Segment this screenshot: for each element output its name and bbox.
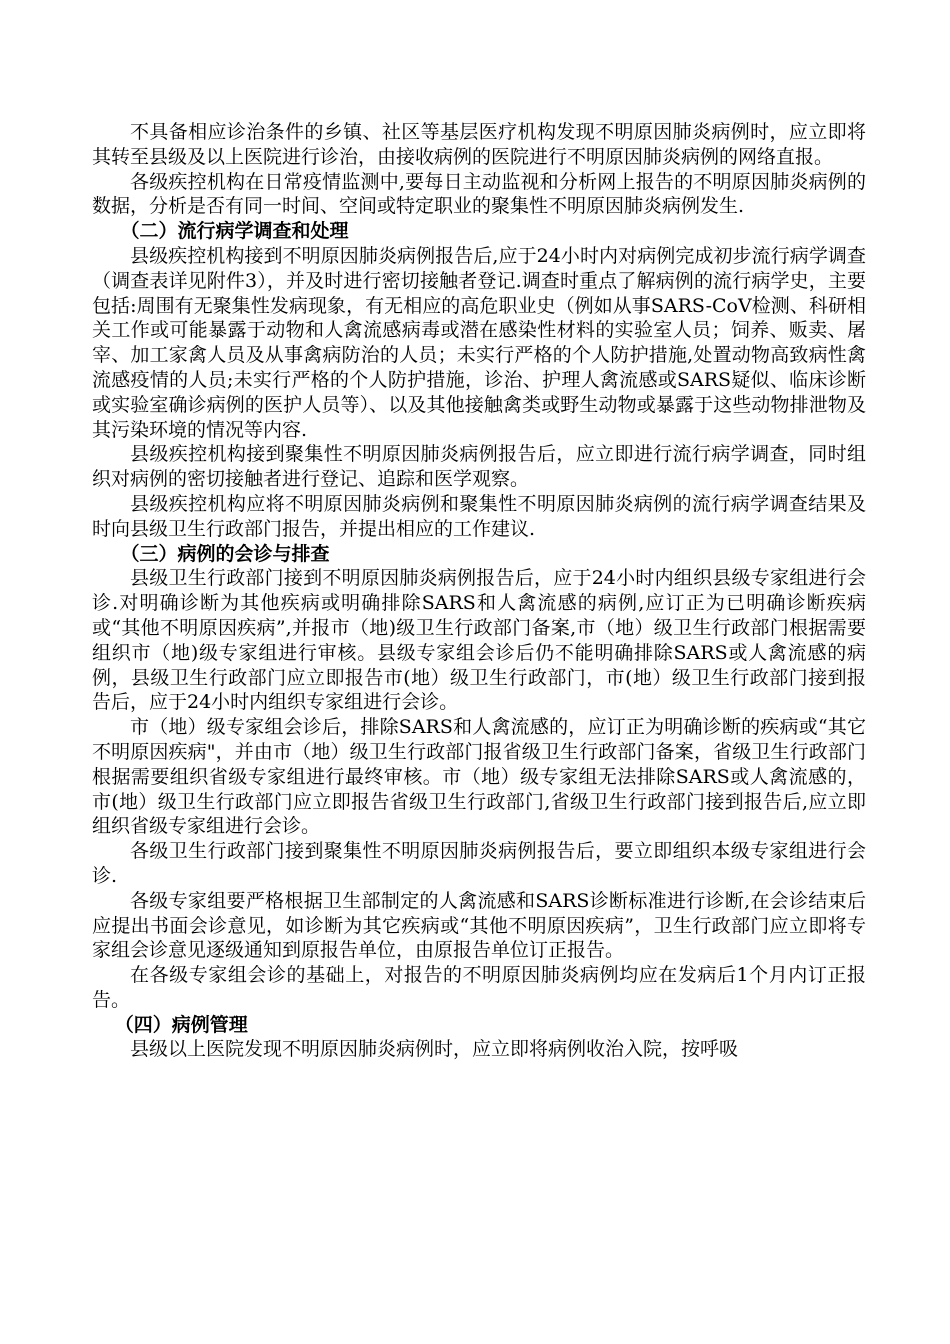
paragraph-cdc-monitoring: 各级疾控机构在日常疫情监测中,要每日主动监视和分析网上报告的不明原因肺炎病例的数据，分析是否有同一时间、空间或特定职业的聚集性不明原因肺炎病例发生. [92,170,866,218]
paragraph-cluster-consultation: 各级卫生行政部门接到聚集性不明原因肺炎病例报告后，要立即组织本级专家组进行会诊. [92,840,866,887]
paragraph-report-results: 县级疾控机构应将不明原因肺炎病例和聚集性不明原因肺炎病例的流行病学调查结果及时向县级卫生行政部门报告，并提出相应的工作建议. [92,492,866,540]
paragraph-diagnosis-standards: 各级专家组要严格根据卫生部制定的人禽流感和SARS诊断标准进行诊断,在会诊结束后应提出书面会诊意见，如诊断为其它疾病或“其他不明原因疾病”，卫生行政部门应立即将专家组会诊意见逐级通知到原报告单位，由原报告单位订正报告。 [92,889,866,962]
section-heading-epidemiology: （二）流行病学调查和处理 [120,220,349,243]
paragraph-county-investigation: 县级疾控机构接到不明原因肺炎病例报告后,应于24小时内对病例完成初步流行病学调查（调查表详见附件3），并及时进行密切接触者登记.调查时重点了解病例的流行病学史，主要包括:周围有无聚集性发病现象，有无相应的高危职业史（例如从事SARS-CoV检测、科研相关工作或可能暴露于动物和人禽流感病毒或潜在感染性材料的实验室人员；饲养、贩卖、屠宰、加工家禽人员及从事禽病防治的人员；未实行严格的个人防护措施,处置动物高致病性禽流感疫情的人员;未实行严格的个人防护措施，诊治、护理人禽流感或SARS疑似、临床诊断或实验室确诊病例的医护人员等）、以及其他接触禽类或野生动物或暴露于这些动物排泄物及其污染环境的情况等内容. [92,244,866,441]
document-page [92,120,866,1062]
paragraph-hospital-admission: 县级以上医院发现不明原因肺炎病例时，应立即将病例收治入院，按呼吸 [130,1038,739,1061]
paragraph-county-consultation: 县级卫生行政部门接到不明原因肺炎病例报告后，应于24小时内组织县级专家组进行会诊.对明确诊断为其他疾病或明确排除SARS和人禽流感的病例,应订正为已明确诊断疾病或“其他不明原因疾病”,并报市（地)级卫生行政部门备案,市（地）级卫生行政部门根据需要组织市（地)级专家组进行审核。县级专家组会诊后仍不能明确排除SARS或人禽流感的病例，县级卫生行政部门应立即报告市(地）级卫生行政部门，市(地）级卫生行政部门接到报告后，应于24小时内组织专家组进行会诊。 [92,567,866,714]
section-heading-case-management: （四）病例管理 [114,1013,248,1036]
paragraph-referral: 不具备相应诊治条件的乡镇、社区等基层医疗机构发现不明原因肺炎病例时，应立即将其转至县级及以上医院进行诊治，由接收病例的医院进行不明原因肺炎病例的网络直报。 [92,121,866,168]
paragraph-city-consultation: 市（地）级专家组会诊后，排除SARS和人禽流感的，应订正为明确诊断的疾病或“其它不明原因疾病"，并由市（地）级卫生行政部门报省级卫生行政部门备案，省级卫生行政部门根据需要组织省级专家组进行最终审核。市（地）级专家组无法排除SARS或人禽流感的，市(地）级卫生行政部门应立即报告省级卫生行政部门,省级卫生行政部门接到报告后,应立即组织省级专家组进行会诊。 [92,716,866,838]
section-heading-consultation: （三）病例的会诊与排查 [120,542,330,565]
paragraph-correction-report: 在各级专家组会诊的基础上，对报告的不明原因肺炎病例均应在发病后1个月内订正报告。 [92,964,866,1011]
paragraph-cluster-investigation: 县级疾控机构接到聚集性不明原因肺炎病例报告后，应立即进行流行病学调查，同时组织对病例的密切接触者进行登记、追踪和医学观察。 [92,443,866,491]
